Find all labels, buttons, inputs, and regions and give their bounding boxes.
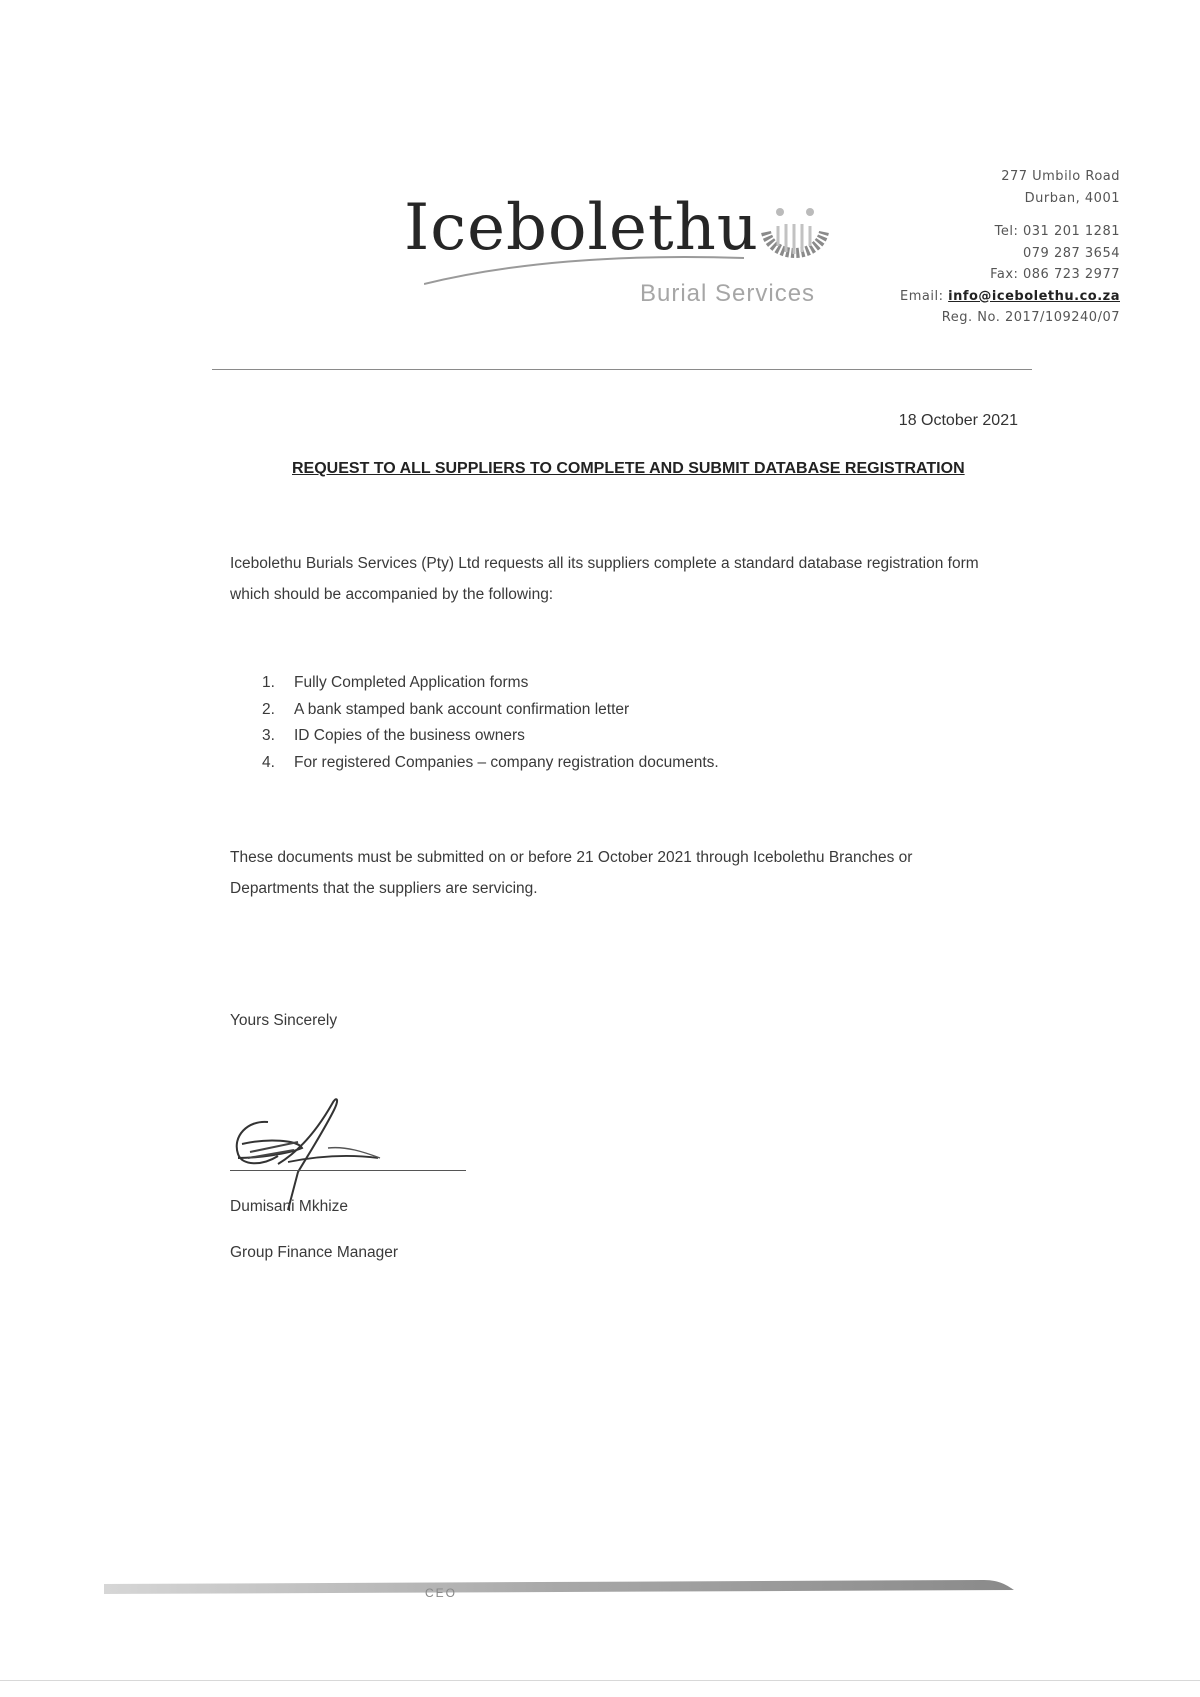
intro-paragraph: Icebolethu Burials Services (Pty) Ltd requests all its suppliers complete a standard database registration form which should be accompanied by the following: (230, 555, 979, 603)
list-item (262, 723, 719, 750)
list-text: A bank stamped bank account confirmation letter (294, 700, 630, 718)
list-number: 4. (262, 753, 275, 771)
registration-number: Reg. No. 2017/109240/07 (941, 310, 1120, 325)
list-number: 2. (262, 700, 275, 718)
signature-image (228, 1092, 388, 1212)
closing-salutation: Yours Sincerely (230, 1012, 338, 1029)
list-item (262, 670, 719, 697)
signature-line (230, 1170, 466, 1171)
requirements-list (262, 670, 719, 776)
footer-ceo-text: CEO (425, 1586, 458, 1600)
list-text: ID Copies of the business owners (294, 727, 525, 744)
logo-subtitle: Burial Services (640, 280, 816, 307)
address-line2: Durban, 4001 (1024, 190, 1120, 206)
letter-date: 18 October 2021 (898, 412, 1018, 429)
company-logo (404, 188, 844, 318)
email-row (820, 286, 1120, 308)
email-label: Email: (900, 288, 949, 304)
signer-title: Group Finance Manager (230, 1244, 399, 1261)
list-item (262, 750, 719, 777)
list-number: 1. (262, 674, 275, 691)
page-bottom-edge (0, 1680, 1200, 1681)
list-item (262, 697, 719, 724)
footer-band (104, 1576, 1014, 1598)
list-text: Fully Completed Application forms (294, 674, 529, 691)
email-link[interactable]: info@icebolethu.co.za (948, 288, 1120, 304)
contact-block (820, 166, 1120, 329)
logo-wordmark: Icebolethu (404, 191, 759, 265)
list-number: 3. (262, 727, 275, 744)
letter-subject: REQUEST TO ALL SUPPLIERS TO COMPLETE AND SUBMIT DATABASE REGISTRATION (292, 460, 965, 477)
signer-name: Dumisani Mkhize (230, 1198, 349, 1215)
deadline-paragraph: These documents must be submitted on or before 21 October 2021 through Icebolethu Branches or Departments that the suppliers are servicing. (230, 849, 913, 897)
fax: Fax: 086 723 2977 (990, 267, 1120, 282)
telephone: Tel: 031 201 1281 (994, 224, 1120, 239)
address-line1: 277 Umbilo Road (1001, 169, 1120, 184)
list-text: For registered Companies – company registration documents. (294, 753, 719, 771)
telephone-2: 079 287 3654 (1023, 245, 1120, 261)
header-divider (212, 369, 1032, 370)
